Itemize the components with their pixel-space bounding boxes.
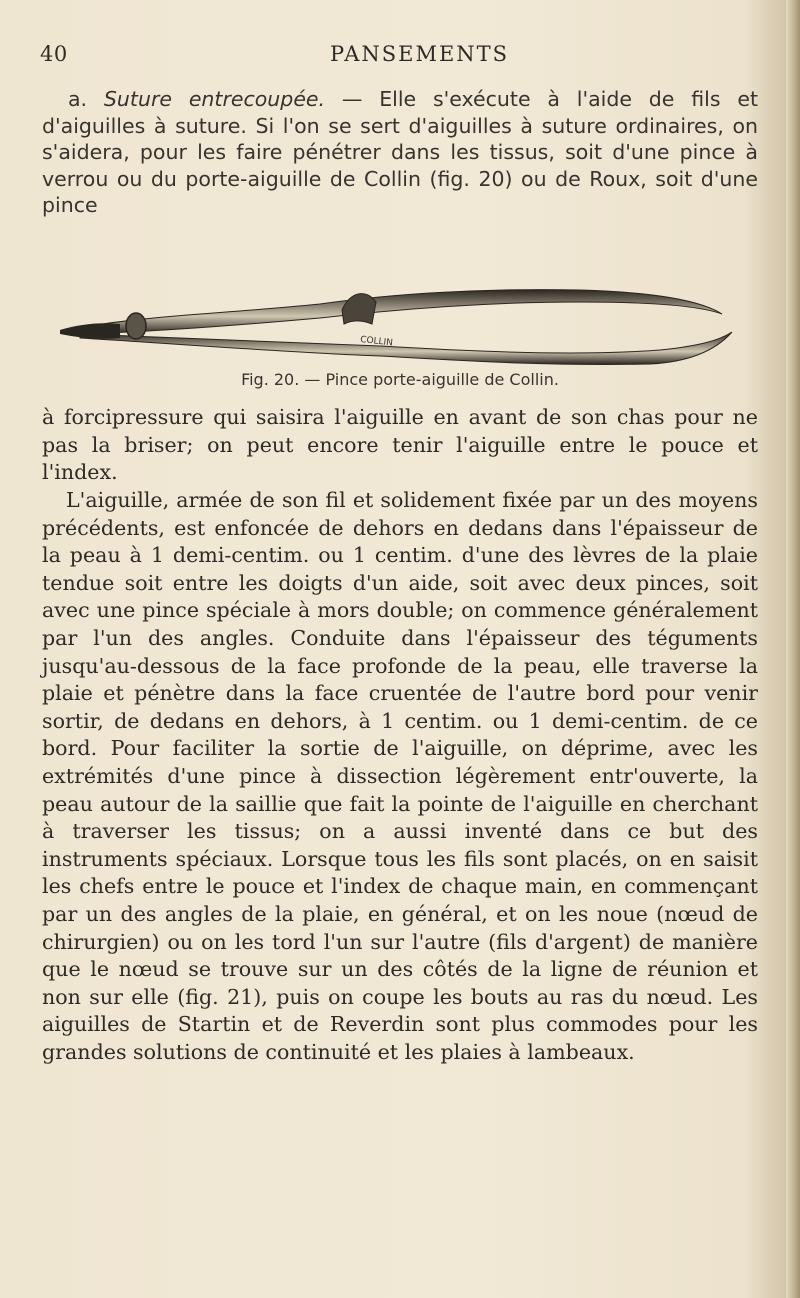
- figure-caption: Fig. 20. — Pince porte-aiguille de Collin.: [241, 370, 559, 389]
- upper-handle: [80, 290, 722, 334]
- lower-handle: [80, 332, 732, 365]
- paragraph-forcipressure: à forcipressure qui saisira l'aiguille en avant de son chas pour ne pas la briser; on peut encore tenir l'aiguille entre le pouce et l'index.: [42, 405, 758, 485]
- jaws: [60, 323, 120, 339]
- paragraph-suture-entrecoupee: [42, 86, 758, 219]
- section-title: Suture entrecoupée.: [103, 87, 326, 111]
- section-label: a.: [68, 87, 88, 111]
- page-header: [40, 42, 760, 74]
- lock-ring: [342, 294, 376, 324]
- running-title: PANSEMENTS: [330, 42, 510, 66]
- pivot-screw: [126, 313, 146, 339]
- engraved-label: COLLIN: [359, 335, 394, 349]
- paragraph-1-text: — Elle s'exécute à l'aide de fils et d'aiguilles à suture. Si l'on se sert d'aiguilles à suture ordinaires, on s'aidera, pour les faire pénétrer dans les tissus, soit d'une pince à verrou ou du porte-aiguille de Collin (fig. 20) ou de Roux, soit d'une pince: [42, 87, 758, 218]
- paragraph-aiguille: L'aiguille, armée de son fil et solidement fixée par un des moyens précédents, est enfoncée de dehors en dedans dans l'épaisseur de la peau à 1 demi-centim. ou 1 centim. d'une des lèvres de la plaie tendue soit entre les doigts d'un aide, soit avec deux pinces, soit avec une pince spéciale à mors double; on commence généralement par l'un des angles. Conduite dans l'épaisseur des téguments jusqu'au-dessous de la face profonde de la peau, elle traverse la plaie et pénètre dans la face cruentée de l'autre bord pour venir sortir, de dedans en dehors, à 1 centim. ou 1 demi-centim. de ce bord. Pour faciliter la sortie de l'aiguille, on déprime, avec les extrémités d'une pince à dissection légèrement entr'ouverte, la peau autour de la saillie que fait la pointe de l'aiguille en cherchant à traverser les tissus; on a aussi inventé dans ce but des instruments spéciaux. Lorsque tous les fils sont placés, on en saisit les chefs entre le pouce et l'index de chaque main, en commençant par un des angles de la plaie, en général, et on les noue (nœud de chirurgien) ou on les tord l'un sur l'autre (fils d'argent) de manière que le nœud se trouve sur un des côtés de la ligne de réunion et non sur elle (fig. 21), puis on coupe les bouts au ras du nœud. Les aiguilles de Startin et de Reverdin sont plus commodes pour les grandes solutions de continuité et les plaies à lambeaux.: [42, 488, 758, 1064]
- figure-porte-aiguille: [60, 280, 740, 400]
- porte-aiguille-illustration: [60, 280, 740, 370]
- page-number: 40: [40, 42, 68, 66]
- page-edge-shadow: [786, 0, 800, 1298]
